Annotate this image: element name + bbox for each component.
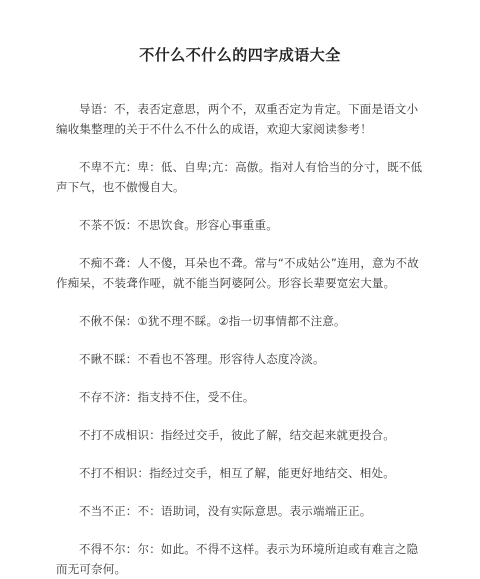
idiom-entry: 不存不济：指支持不住，受不住。 <box>79 390 255 404</box>
idiom-entry: 不瞅不睬：不看也不答理。形容待人态度冷淡。 <box>79 352 325 366</box>
idiom-entry: 不偢不保：①犹不理不睬。②指一切事情都不注意。 <box>79 314 346 328</box>
idiom-entry: 不打不成相识：指经过交手，彼此了解，结交起来就更投合。 <box>79 428 395 442</box>
idiom-entry: 不得不尔：尔：如此。不得不这样。表示为环境所迫或有难言之隐而无可奈何。 <box>56 542 419 576</box>
intro-paragraph: 导语：不，表否定意思，两个不，双重否定为肯定。下面是语文小编收集整理的关于不什么不什么的成语，欢迎大家阅读参考！ <box>56 102 419 136</box>
idiom-entry: 不当不正：不：语助词，没有实际意思。表示端端正正。 <box>79 504 372 518</box>
idiom-entry: 不打不相识：指经过交手，相互了解，能更好地结交、相处。 <box>79 466 395 480</box>
idiom-entry: 不卑不亢：卑：低、自卑;亢：高傲。指对人有恰当的分寸，既不低声下气，也不傲慢自大。 <box>56 160 423 194</box>
idiom-entry: 不茶不饭：不思饮食。形容心事重重。 <box>79 218 278 232</box>
document-title: 不什么不什么的四字成语大全 <box>139 46 341 64</box>
idiom-entry: 不痴不聋：人不傻，耳朵也不聋。常与“不成姑公”连用，意为不故作痴呆，不装聋作哑，就不能当阿婆阿公。形容长辈要宽宏大量。 <box>56 256 419 290</box>
